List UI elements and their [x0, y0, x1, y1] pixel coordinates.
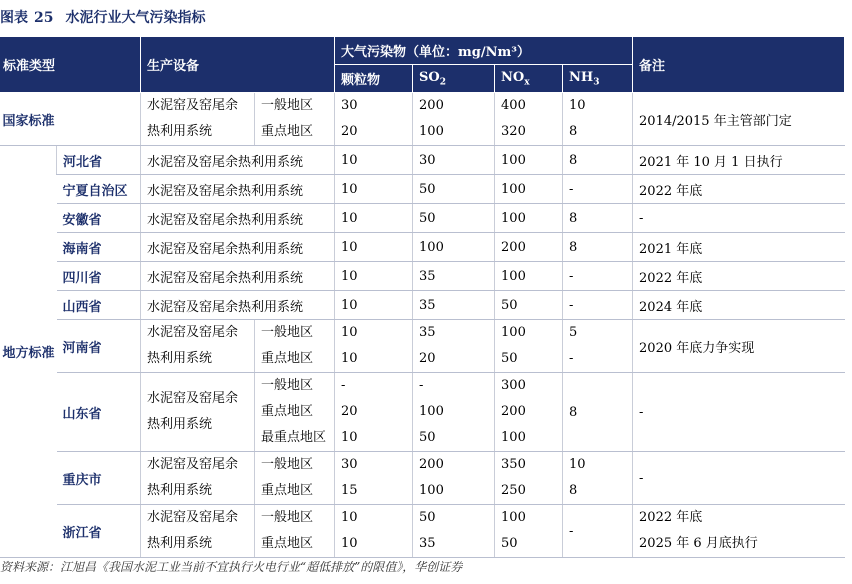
province-cell: 四川省	[57, 262, 141, 291]
pm-cell: 10	[335, 291, 413, 320]
nh3-cell: -	[563, 175, 633, 204]
pm-cell: 10	[335, 204, 413, 233]
equipment-cell: 水泥窑及窑尾余 热利用系统	[141, 373, 255, 452]
nh3-cell: 10 8	[563, 93, 633, 146]
remark-cell: 2020 年底力争实现	[633, 320, 845, 373]
remark-cell: 2022 年底 2025 年 6 月底执行	[633, 505, 845, 558]
table-row	[0, 204, 845, 233]
so2-cell: 200 100	[413, 452, 495, 505]
table-row	[0, 505, 845, 558]
equipment-cell: 水泥窑及窑尾余 热利用系统	[141, 505, 255, 558]
remark-cell: 2021 年底	[633, 233, 845, 262]
pm-cell: 30 20	[335, 93, 413, 146]
table-row	[0, 93, 845, 146]
nh3-cell: 8	[563, 146, 633, 175]
nox-cell: 100 50	[495, 505, 563, 558]
title-number: 25	[34, 10, 54, 26]
table-row	[0, 146, 845, 175]
nh3-cell: 8	[563, 204, 633, 233]
area-cell: 一般地区 重点地区	[255, 93, 335, 146]
province-cell: 浙江省	[57, 505, 141, 558]
title-prefix: 图表	[0, 10, 28, 26]
nh3-cell: -	[563, 262, 633, 291]
so2-cell: 30	[413, 146, 495, 175]
area-cell: 一般地区 重点地区	[255, 452, 335, 505]
header-remark: 备注	[633, 37, 845, 93]
header-nox: $NO_x$	[495, 65, 563, 93]
nh3-cell: 8	[563, 233, 633, 262]
type-national: 国家标准	[0, 93, 141, 146]
remark-cell: 2021 年 10 月 1 日执行	[633, 146, 845, 175]
equipment-cell: 水泥窑及窑尾余 热利用系统	[141, 320, 255, 373]
pm-cell: - 20 10	[335, 373, 413, 452]
remark-cell: -	[633, 373, 845, 452]
nh3-cell: -	[563, 505, 633, 558]
remark-cell: -	[633, 204, 845, 233]
equipment-cell: 水泥窑及窑尾余 热利用系统	[141, 452, 255, 505]
header-equipment: 生产设备	[141, 37, 335, 93]
pm-cell: 10 10	[335, 320, 413, 373]
so2-cell: 200 100	[413, 93, 495, 146]
remark-cell: -	[633, 452, 845, 505]
table-title	[0, 4, 205, 32]
equipment-cell: 水泥窑及窑尾余热利用系统	[141, 262, 335, 291]
province-cell: 海南省	[57, 233, 141, 262]
equipment-cell: 水泥窑及窑尾余热利用系统	[141, 175, 335, 204]
nh3-cell: 10 8	[563, 452, 633, 505]
nox-cell: 100	[495, 175, 563, 204]
header-pm: 颗粒物	[335, 65, 413, 93]
equipment-cell: 水泥窑及窑尾余热利用系统	[141, 291, 335, 320]
pm-cell: 10	[335, 233, 413, 262]
so2-cell: - 100 50	[413, 373, 495, 452]
table-row	[0, 175, 845, 204]
nh3-cell: -	[563, 291, 633, 320]
title-text: 水泥行业大气污染指标	[65, 10, 206, 26]
so2-cell: 100	[413, 233, 495, 262]
nox-cell: 100	[495, 204, 563, 233]
province-cell: 山东省	[57, 373, 141, 452]
remark-cell: 2022 年底	[633, 175, 845, 204]
area-cell: 一般地区 重点地区	[255, 320, 335, 373]
remark-cell: 2024 年底	[633, 291, 845, 320]
province-cell: 重庆市	[57, 452, 141, 505]
area-cell: 一般地区 重点地区 最重点地区	[255, 373, 335, 452]
remark-cell: 2014/2015 年主管部门定	[633, 93, 845, 146]
nox-cell: 300 200 100	[495, 373, 563, 452]
nh3-cell: 5 -	[563, 320, 633, 373]
nox-cell: 50	[495, 291, 563, 320]
table-row	[0, 233, 845, 262]
pm-cell: 10	[335, 262, 413, 291]
province-cell: 山西省	[57, 291, 141, 320]
equipment-cell: 水泥窑及窑尾余 热利用系统	[141, 93, 255, 146]
equipment-cell: 水泥窑及窑尾余热利用系统	[141, 146, 335, 175]
so2-cell: 35	[413, 291, 495, 320]
table-row	[0, 452, 845, 505]
pm-cell: 30 15	[335, 452, 413, 505]
so2-cell: 35	[413, 262, 495, 291]
province-cell: 河南省	[57, 320, 141, 373]
header-so2: $SO_2$	[413, 65, 495, 93]
nh3-cell: 8	[563, 373, 633, 452]
header-nh3: $NH_3$	[563, 65, 633, 93]
nox-cell: 200	[495, 233, 563, 262]
so2-cell: 50	[413, 204, 495, 233]
table-row	[0, 262, 845, 291]
province-cell: 宁夏自治区	[57, 175, 141, 204]
so2-cell: 50	[413, 175, 495, 204]
province-cell: 河北省	[57, 146, 141, 175]
table-row	[0, 291, 845, 320]
pm-cell: 10 10	[335, 505, 413, 558]
emission-standards-table	[0, 36, 845, 558]
so2-cell: 35 20	[413, 320, 495, 373]
nox-cell: 100	[495, 262, 563, 291]
source-note: 资料来源：江旭昌《我国水泥工业当前不宜执行火电行业“超低排放”的限值》，华创证券	[0, 560, 463, 574]
pm-cell: 10	[335, 175, 413, 204]
header-pollutants: 大气污染物（单位：mg/Nm³）	[335, 37, 633, 65]
so2-cell: 50 35	[413, 505, 495, 558]
equipment-cell: 水泥窑及窑尾余热利用系统	[141, 204, 335, 233]
pm-cell: 10	[335, 146, 413, 175]
table-row	[0, 373, 845, 452]
remark-cell: 2022 年底	[633, 262, 845, 291]
nox-cell: 400 320	[495, 93, 563, 146]
nox-cell: 100	[495, 146, 563, 175]
nox-cell: 100 50	[495, 320, 563, 373]
type-local: 地方标准	[0, 146, 57, 558]
province-cell: 安徽省	[57, 204, 141, 233]
table-row	[0, 320, 845, 373]
header-type: 标准类型	[0, 37, 141, 93]
equipment-cell: 水泥窑及窑尾余热利用系统	[141, 233, 335, 262]
nox-cell: 350 250	[495, 452, 563, 505]
area-cell: 一般地区 重点地区	[255, 505, 335, 558]
